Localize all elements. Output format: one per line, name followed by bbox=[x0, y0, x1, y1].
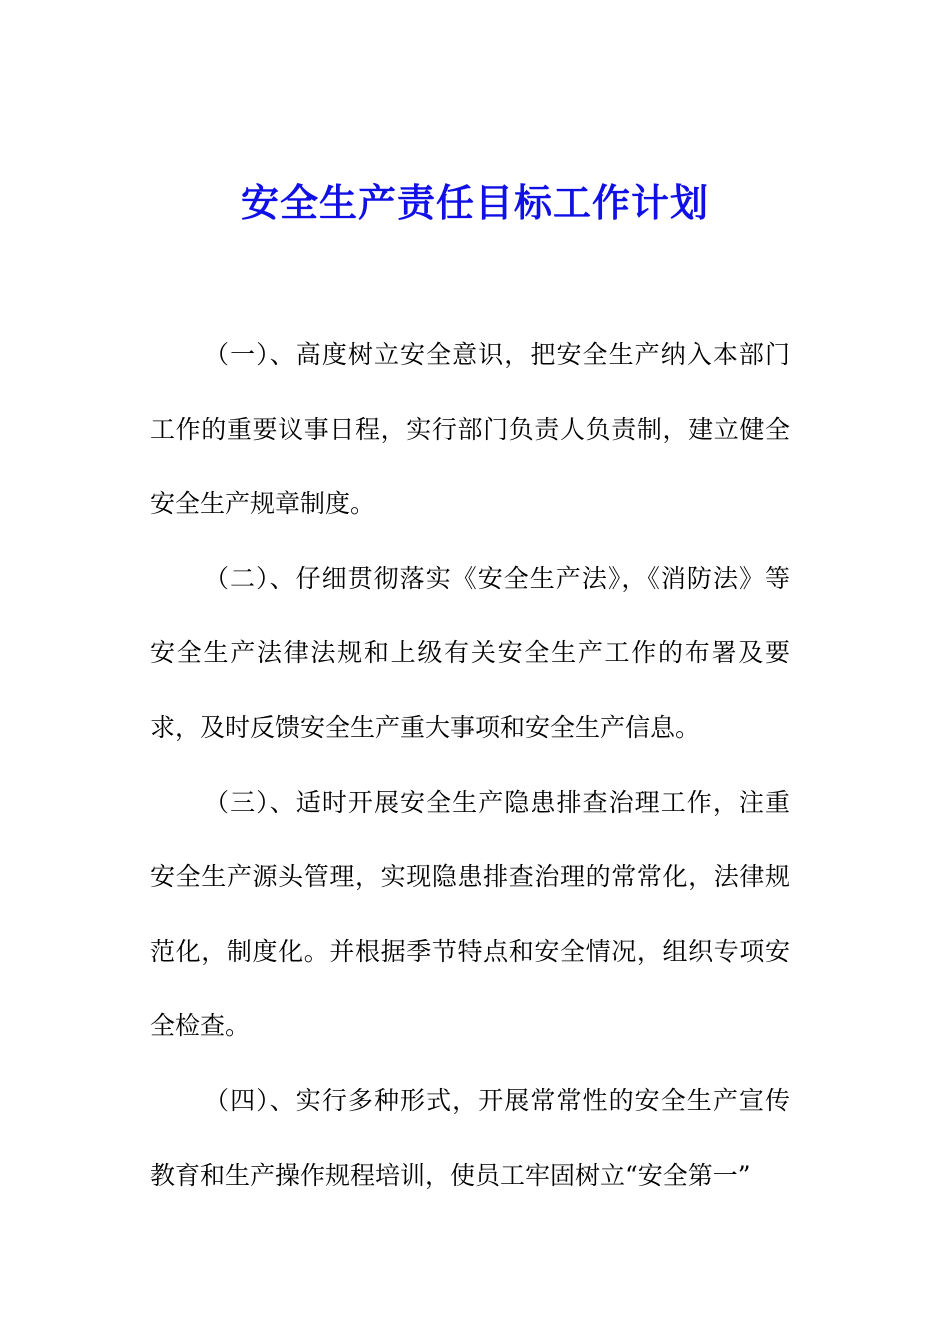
paragraph-3: （三）、适时开展安全生产隐患排查治理工作，注重安全生产源头管理，实现隐患排查治理的常常化，法律规范化，制度化。并根据季节特点和安全情况，组织专项安全检查。 bbox=[150, 787, 790, 1041]
paragraph-4: （四）、实行多种形式，开展常常性的安全生产宣传教育和生产操作规程培训，使员工牢固树立“安全第一” bbox=[150, 1085, 790, 1190]
paragraph-1: （一）、高度树立安全意识，把安全生产纳入本部门工作的重要议事日程，实行部门负责人负责制，建立健全安全生产规章制度。 bbox=[150, 340, 790, 519]
document-body bbox=[150, 318, 790, 1213]
document-title: 安全生产责任目标工作计划 bbox=[240, 180, 709, 225]
paragraph-2: （二）、仔细贯彻落实《安全生产法》，《消防法》等安全生产法律法规和上级有关安全生产工作的布署及要求，及时反馈安全生产重大事项和安全生产信息。 bbox=[150, 563, 790, 742]
